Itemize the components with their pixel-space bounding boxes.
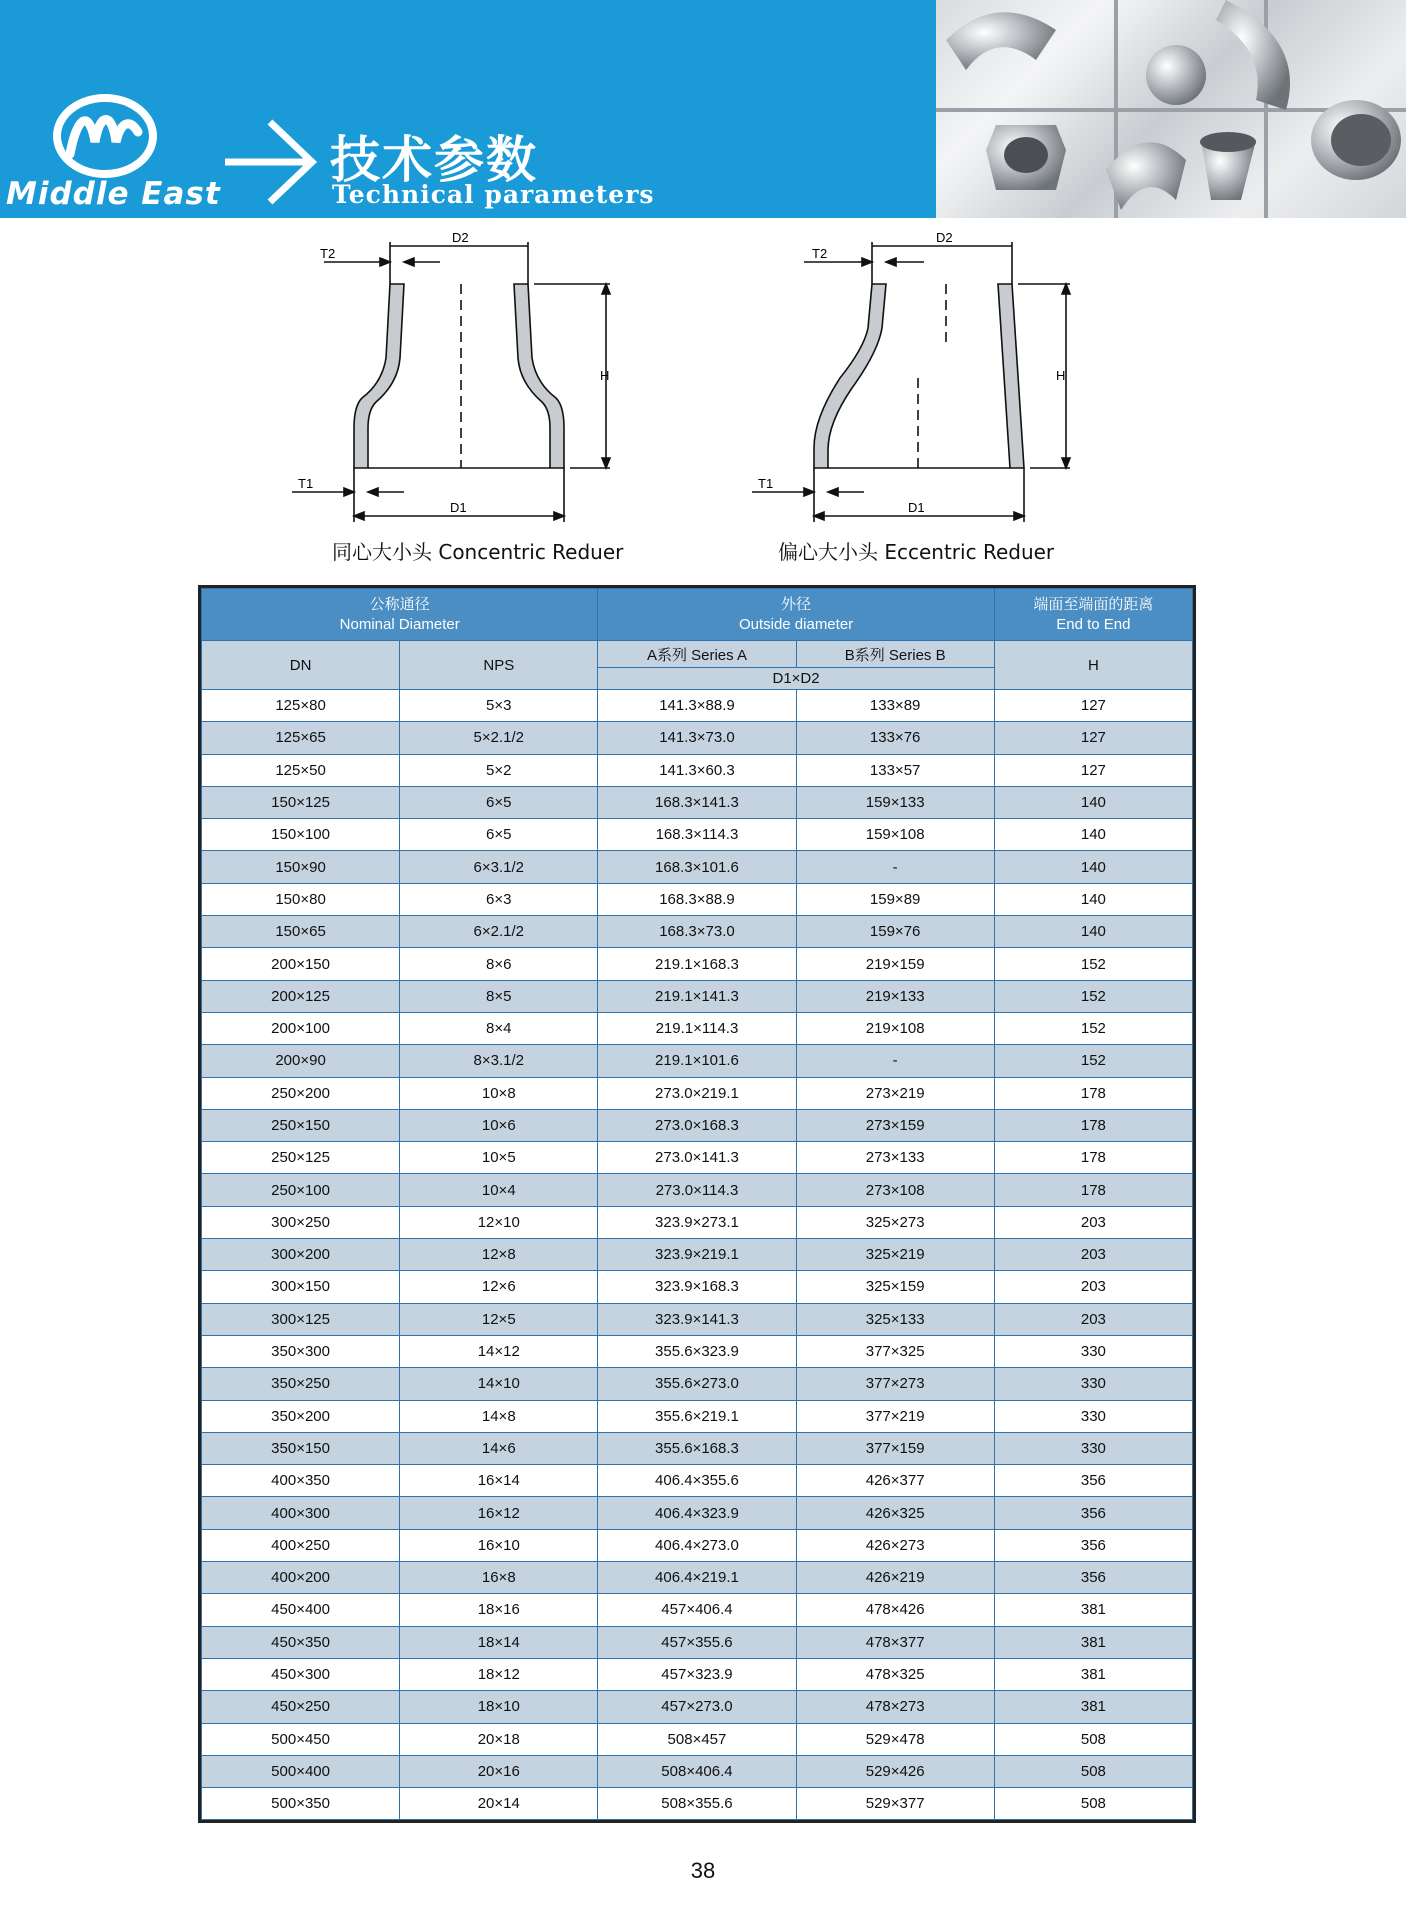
table-row bbox=[202, 1012, 1193, 1044]
nps-cell: 6×5 bbox=[400, 786, 598, 818]
nps-cell: 8×5 bbox=[400, 980, 598, 1012]
nps-cell: 18×16 bbox=[400, 1594, 598, 1626]
nps-cell: 6×3.1/2 bbox=[400, 851, 598, 883]
nps-cell: 18×12 bbox=[400, 1658, 598, 1690]
h-cell: 178 bbox=[994, 1142, 1192, 1174]
nps-cell: 14×12 bbox=[400, 1335, 598, 1367]
h-cell: 152 bbox=[994, 1012, 1192, 1044]
nps-cell: 6×2.1/2 bbox=[400, 916, 598, 948]
series-b-cell: 325×133 bbox=[796, 1303, 994, 1335]
series-a-cell: 355.6×168.3 bbox=[598, 1432, 796, 1464]
dn-cell: 250×100 bbox=[202, 1174, 400, 1206]
series-a-cell: 457×323.9 bbox=[598, 1658, 796, 1690]
page-title-cn: 技术参数 bbox=[330, 131, 538, 189]
arrow-right-icon bbox=[220, 112, 320, 212]
series-b-cell: 478×273 bbox=[796, 1691, 994, 1723]
parameters-table bbox=[198, 585, 1196, 1823]
series-b-cell: 159×133 bbox=[796, 786, 994, 818]
dn-cell: 400×250 bbox=[202, 1529, 400, 1561]
dn-cell: 250×125 bbox=[202, 1142, 400, 1174]
table-row bbox=[202, 1368, 1193, 1400]
table-body bbox=[202, 690, 1193, 1820]
nps-cell: 10×5 bbox=[400, 1142, 598, 1174]
table-row bbox=[202, 948, 1193, 980]
table-row bbox=[202, 1529, 1193, 1561]
series-b-cell: 133×89 bbox=[796, 690, 994, 722]
table-row bbox=[202, 1562, 1193, 1594]
series-a-cell: 168.3×101.6 bbox=[598, 851, 796, 883]
series-a-cell: 323.9×168.3 bbox=[598, 1271, 796, 1303]
h-cell: 140 bbox=[994, 851, 1192, 883]
series-a-cell: 273.0×141.3 bbox=[598, 1142, 796, 1174]
table-row bbox=[202, 883, 1193, 915]
nps-cell: 16×14 bbox=[400, 1465, 598, 1497]
dn-cell: 400×350 bbox=[202, 1465, 400, 1497]
t1-label: T1 bbox=[758, 476, 774, 491]
table-row bbox=[202, 1109, 1193, 1141]
series-b-cell: 478×426 bbox=[796, 1594, 994, 1626]
h-cell: 127 bbox=[994, 754, 1192, 786]
h-cell: 203 bbox=[994, 1303, 1192, 1335]
d2-label: D2 bbox=[452, 230, 469, 245]
d1d2-header: D1×D2 bbox=[598, 668, 994, 690]
h-cell: 178 bbox=[994, 1174, 1192, 1206]
eccentric-reducer-diagram bbox=[740, 228, 1100, 528]
nps-cell: 5×2 bbox=[400, 754, 598, 786]
h-cell: 508 bbox=[994, 1723, 1192, 1755]
nps-cell: 10×4 bbox=[400, 1174, 598, 1206]
series-b-header: B系列 Series B bbox=[796, 641, 994, 668]
h-cell: 381 bbox=[994, 1626, 1192, 1658]
dn-cell: 200×90 bbox=[202, 1045, 400, 1077]
logo-icon bbox=[50, 92, 160, 180]
h-cell: 127 bbox=[994, 722, 1192, 754]
h-cell: 203 bbox=[994, 1239, 1192, 1271]
dn-cell: 450×350 bbox=[202, 1626, 400, 1658]
series-a-cell: 406.4×273.0 bbox=[598, 1529, 796, 1561]
series-b-cell: 219×133 bbox=[796, 980, 994, 1012]
dn-header: DN bbox=[202, 641, 400, 690]
nps-cell: 18×10 bbox=[400, 1691, 598, 1723]
dn-cell: 200×150 bbox=[202, 948, 400, 980]
h-cell: 140 bbox=[994, 883, 1192, 915]
series-a-cell: 273.0×114.3 bbox=[598, 1174, 796, 1206]
series-a-cell: 168.3×114.3 bbox=[598, 819, 796, 851]
dn-cell: 350×150 bbox=[202, 1432, 400, 1464]
nps-cell: 10×6 bbox=[400, 1109, 598, 1141]
h-label: H bbox=[1056, 368, 1066, 383]
h-cell: 152 bbox=[994, 980, 1192, 1012]
dn-cell: 400×300 bbox=[202, 1497, 400, 1529]
series-a-cell: 508×406.4 bbox=[598, 1755, 796, 1787]
d1-label: D1 bbox=[450, 500, 467, 515]
series-a-cell: 355.6×323.9 bbox=[598, 1335, 796, 1367]
series-b-cell: 529×426 bbox=[796, 1755, 994, 1787]
dn-cell: 125×65 bbox=[202, 722, 400, 754]
t2-label: T2 bbox=[320, 246, 336, 261]
series-a-cell: 457×273.0 bbox=[598, 1691, 796, 1723]
h-cell: 508 bbox=[994, 1755, 1192, 1787]
nps-cell: 14×8 bbox=[400, 1400, 598, 1432]
series-b-cell: 377×325 bbox=[796, 1335, 994, 1367]
table-row bbox=[202, 1497, 1193, 1529]
nominal-diameter-header bbox=[202, 589, 598, 641]
series-b-cell: 377×159 bbox=[796, 1432, 994, 1464]
end-to-end-header bbox=[994, 589, 1192, 641]
series-a-cell: 323.9×273.1 bbox=[598, 1206, 796, 1238]
table-row bbox=[202, 1400, 1193, 1432]
series-b-cell: - bbox=[796, 1045, 994, 1077]
dn-cell: 450×250 bbox=[202, 1691, 400, 1723]
series-a-header: A系列 Series A bbox=[598, 641, 796, 668]
h-cell: 356 bbox=[994, 1497, 1192, 1529]
series-b-cell: 377×273 bbox=[796, 1368, 994, 1400]
series-a-cell: 168.3×141.3 bbox=[598, 786, 796, 818]
dn-cell: 200×125 bbox=[202, 980, 400, 1012]
nps-cell: 14×6 bbox=[400, 1432, 598, 1464]
series-a-cell: 141.3×60.3 bbox=[598, 754, 796, 786]
dn-cell: 125×50 bbox=[202, 754, 400, 786]
series-b-cell: - bbox=[796, 851, 994, 883]
series-a-cell: 141.3×73.0 bbox=[598, 722, 796, 754]
dn-cell: 500×400 bbox=[202, 1755, 400, 1787]
table-row bbox=[202, 1335, 1193, 1367]
h-label: H bbox=[600, 368, 610, 383]
nps-cell: 5×3 bbox=[400, 690, 598, 722]
series-a-cell: 219.1×114.3 bbox=[598, 1012, 796, 1044]
series-a-cell: 406.4×219.1 bbox=[598, 1562, 796, 1594]
product-photo bbox=[936, 0, 1406, 218]
nps-cell: 20×18 bbox=[400, 1723, 598, 1755]
nps-header: NPS bbox=[400, 641, 598, 690]
page-number: 38 bbox=[690, 1858, 716, 1883]
table-row bbox=[202, 1045, 1193, 1077]
nps-cell: 6×3 bbox=[400, 883, 598, 915]
series-b-cell: 426×273 bbox=[796, 1529, 994, 1561]
dn-cell: 300×200 bbox=[202, 1239, 400, 1271]
series-b-cell: 273×219 bbox=[796, 1077, 994, 1109]
nps-cell: 12×8 bbox=[400, 1239, 598, 1271]
table-row bbox=[202, 690, 1193, 722]
series-b-cell: 273×108 bbox=[796, 1174, 994, 1206]
end-to-end-cn: 端面至端面的距离 bbox=[1033, 595, 1154, 613]
concentric-reducer-diagram bbox=[280, 228, 640, 528]
d1-label: D1 bbox=[908, 500, 925, 515]
series-b-cell: 325×159 bbox=[796, 1271, 994, 1303]
table-row bbox=[202, 1723, 1193, 1755]
series-b-cell: 377×219 bbox=[796, 1400, 994, 1432]
h-cell: 127 bbox=[994, 690, 1192, 722]
nps-cell: 20×16 bbox=[400, 1755, 598, 1787]
h-cell: 178 bbox=[994, 1077, 1192, 1109]
series-a-cell: 273.0×168.3 bbox=[598, 1109, 796, 1141]
series-a-cell: 323.9×141.3 bbox=[598, 1303, 796, 1335]
h-cell: 356 bbox=[994, 1465, 1192, 1497]
nps-cell: 14×10 bbox=[400, 1368, 598, 1400]
h-cell: 330 bbox=[994, 1368, 1192, 1400]
nps-cell: 6×5 bbox=[400, 819, 598, 851]
dn-cell: 300×150 bbox=[202, 1271, 400, 1303]
h-cell: 140 bbox=[994, 786, 1192, 818]
h-header: H bbox=[994, 641, 1192, 690]
series-b-cell: 478×325 bbox=[796, 1658, 994, 1690]
series-a-cell: 273.0×219.1 bbox=[598, 1077, 796, 1109]
table-row bbox=[202, 916, 1193, 948]
series-b-cell: 159×76 bbox=[796, 916, 994, 948]
nps-cell: 8×3.1/2 bbox=[400, 1045, 598, 1077]
nps-cell: 20×14 bbox=[400, 1788, 598, 1820]
h-cell: 330 bbox=[994, 1400, 1192, 1432]
table-row bbox=[202, 1465, 1193, 1497]
dn-cell: 150×65 bbox=[202, 916, 400, 948]
outside-diameter-en: Outside diameter bbox=[738, 615, 854, 633]
h-cell: 356 bbox=[994, 1562, 1192, 1594]
series-b-cell: 159×89 bbox=[796, 883, 994, 915]
table-row bbox=[202, 851, 1193, 883]
table-row bbox=[202, 1271, 1193, 1303]
h-cell: 381 bbox=[994, 1658, 1192, 1690]
dn-cell: 300×125 bbox=[202, 1303, 400, 1335]
h-cell: 178 bbox=[994, 1109, 1192, 1141]
dn-cell: 350×300 bbox=[202, 1335, 400, 1367]
nominal-diameter-cn: 公称通径 bbox=[369, 595, 430, 613]
table-row bbox=[202, 1594, 1193, 1626]
series-b-cell: 159×108 bbox=[796, 819, 994, 851]
table-row bbox=[202, 1626, 1193, 1658]
h-cell: 152 bbox=[994, 948, 1192, 980]
header-banner bbox=[0, 0, 1406, 218]
brand-name: Middle East bbox=[6, 176, 221, 212]
dn-cell: 300×250 bbox=[202, 1206, 400, 1238]
table-row bbox=[202, 1206, 1193, 1238]
h-cell: 203 bbox=[994, 1206, 1192, 1238]
table-row bbox=[202, 722, 1193, 754]
h-cell: 330 bbox=[994, 1432, 1192, 1464]
series-a-cell: 219.1×101.6 bbox=[598, 1045, 796, 1077]
dn-cell: 450×300 bbox=[202, 1658, 400, 1690]
series-b-cell: 529×478 bbox=[796, 1723, 994, 1755]
series-a-cell: 508×457 bbox=[598, 1723, 796, 1755]
series-b-cell: 219×159 bbox=[796, 948, 994, 980]
table-row bbox=[202, 819, 1193, 851]
h-cell: 152 bbox=[994, 1045, 1192, 1077]
dn-cell: 250×200 bbox=[202, 1077, 400, 1109]
dn-cell: 200×100 bbox=[202, 1012, 400, 1044]
concentric-caption: 同心大小头 Concentric Reduer bbox=[332, 540, 624, 564]
t1-label: T1 bbox=[298, 476, 314, 491]
nps-cell: 16×10 bbox=[400, 1529, 598, 1561]
series-a-cell: 355.6×273.0 bbox=[598, 1368, 796, 1400]
dn-cell: 500×350 bbox=[202, 1788, 400, 1820]
series-a-cell: 219.1×141.3 bbox=[598, 980, 796, 1012]
page-title-en: Technical parameters bbox=[332, 180, 655, 209]
table-row bbox=[202, 1239, 1193, 1271]
nps-cell: 5×2.1/2 bbox=[400, 722, 598, 754]
h-cell: 508 bbox=[994, 1788, 1192, 1820]
series-b-cell: 273×133 bbox=[796, 1142, 994, 1174]
table-row bbox=[202, 1432, 1193, 1464]
table-row bbox=[202, 1691, 1193, 1723]
dn-cell: 500×450 bbox=[202, 1723, 400, 1755]
dn-cell: 350×200 bbox=[202, 1400, 400, 1432]
nps-cell: 18×14 bbox=[400, 1626, 598, 1658]
h-cell: 330 bbox=[994, 1335, 1192, 1367]
dn-cell: 400×200 bbox=[202, 1562, 400, 1594]
h-cell: 381 bbox=[994, 1691, 1192, 1723]
series-b-cell: 478×377 bbox=[796, 1626, 994, 1658]
series-a-cell: 457×406.4 bbox=[598, 1594, 796, 1626]
h-cell: 203 bbox=[994, 1271, 1192, 1303]
series-a-cell: 168.3×88.9 bbox=[598, 883, 796, 915]
nps-cell: 8×6 bbox=[400, 948, 598, 980]
end-to-end-en: End to End bbox=[1056, 615, 1131, 633]
dn-cell: 125×80 bbox=[202, 690, 400, 722]
d2-label: D2 bbox=[936, 230, 953, 245]
series-b-cell: 325×273 bbox=[796, 1206, 994, 1238]
t2-label: T2 bbox=[812, 246, 828, 261]
table-row bbox=[202, 980, 1193, 1012]
series-b-cell: 133×76 bbox=[796, 722, 994, 754]
series-a-cell: 406.4×355.6 bbox=[598, 1465, 796, 1497]
nps-cell: 12×5 bbox=[400, 1303, 598, 1335]
series-b-cell: 426×219 bbox=[796, 1562, 994, 1594]
table-row bbox=[202, 1077, 1193, 1109]
table-row bbox=[202, 1142, 1193, 1174]
series-a-cell: 141.3×88.9 bbox=[598, 690, 796, 722]
series-b-cell: 529×377 bbox=[796, 1788, 994, 1820]
series-a-cell: 406.4×323.9 bbox=[598, 1497, 796, 1529]
table-row bbox=[202, 1755, 1193, 1787]
series-b-cell: 426×325 bbox=[796, 1497, 994, 1529]
series-b-cell: 426×377 bbox=[796, 1465, 994, 1497]
dn-cell: 350×250 bbox=[202, 1368, 400, 1400]
nps-cell: 12×10 bbox=[400, 1206, 598, 1238]
series-a-cell: 168.3×73.0 bbox=[598, 916, 796, 948]
table-row bbox=[202, 1303, 1193, 1335]
nominal-diameter-en: Nominal Diameter bbox=[339, 615, 460, 633]
nps-cell: 16×12 bbox=[400, 1497, 598, 1529]
series-a-cell: 219.1×168.3 bbox=[598, 948, 796, 980]
table-row bbox=[202, 754, 1193, 786]
h-cell: 381 bbox=[994, 1594, 1192, 1626]
series-a-cell: 323.9×219.1 bbox=[598, 1239, 796, 1271]
series-a-cell: 355.6×219.1 bbox=[598, 1400, 796, 1432]
series-b-cell: 273×159 bbox=[796, 1109, 994, 1141]
dn-cell: 250×150 bbox=[202, 1109, 400, 1141]
dn-cell: 150×80 bbox=[202, 883, 400, 915]
h-cell: 140 bbox=[994, 916, 1192, 948]
nps-cell: 12×6 bbox=[400, 1271, 598, 1303]
series-b-cell: 325×219 bbox=[796, 1239, 994, 1271]
series-a-cell: 508×355.6 bbox=[598, 1788, 796, 1820]
series-b-cell: 219×108 bbox=[796, 1012, 994, 1044]
dn-cell: 150×125 bbox=[202, 786, 400, 818]
nps-cell: 10×8 bbox=[400, 1077, 598, 1109]
table-row bbox=[202, 1658, 1193, 1690]
table-row bbox=[202, 1788, 1193, 1820]
outside-diameter-header bbox=[598, 589, 994, 641]
dn-cell: 150×90 bbox=[202, 851, 400, 883]
dn-cell: 150×100 bbox=[202, 819, 400, 851]
dn-cell: 450×400 bbox=[202, 1594, 400, 1626]
table-row bbox=[202, 786, 1193, 818]
h-cell: 356 bbox=[994, 1529, 1192, 1561]
outside-diameter-cn: 外径 bbox=[781, 595, 812, 613]
nps-cell: 8×4 bbox=[400, 1012, 598, 1044]
series-b-cell: 133×57 bbox=[796, 754, 994, 786]
h-cell: 140 bbox=[994, 819, 1192, 851]
table-row bbox=[202, 1174, 1193, 1206]
eccentric-caption: 偏心大小头 Eccentric Reduer bbox=[778, 540, 1055, 564]
nps-cell: 16×8 bbox=[400, 1562, 598, 1594]
series-a-cell: 457×355.6 bbox=[598, 1626, 796, 1658]
